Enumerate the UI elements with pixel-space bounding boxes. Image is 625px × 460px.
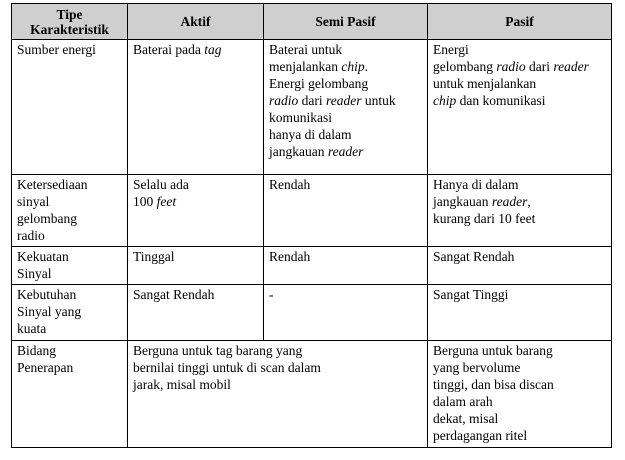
- header-semi-passive: Semi Pasif: [264, 4, 428, 40]
- table-row-signal-need: [12, 285, 612, 341]
- rfid-comparison-container: [11, 3, 612, 448]
- cell-passive-power: Energi gelombang radio dari reader untuk menjalankan chip dan komunikasi: [428, 40, 612, 175]
- cell-semi-strength: Rendah: [264, 247, 428, 285]
- rfid-tag-comparison-table: [11, 3, 612, 448]
- row-label-application: Bidang Penerapan: [12, 341, 128, 448]
- cell-semi-availability: Rendah: [264, 175, 428, 247]
- cell-active-need: Sangat Rendah: [128, 285, 264, 341]
- table-row-application: [12, 341, 612, 448]
- cell-passive-need: Sangat Tinggi: [428, 285, 612, 341]
- table-row-signal-strength: [12, 247, 612, 285]
- header-row: [12, 4, 612, 40]
- table-row-signal-availability: [12, 175, 612, 247]
- cell-active-availability: Selalu ada 100 feet: [128, 175, 264, 247]
- header-type-characteristic: Tipe Karakteristik: [12, 4, 128, 40]
- row-label-need: Kebutuhan Sinyal yang kuata: [12, 285, 128, 341]
- cell-active-power: Baterai pada tag: [128, 40, 264, 175]
- cell-passive-application: Berguna untuk barang yang bervolume tinggi, dan bisa discan dalam arah dekat, misal perdagangan ritel: [428, 341, 612, 448]
- header-active: Aktif: [128, 4, 264, 40]
- row-label-availability: Ketersediaan sinyal gelombang radio: [12, 175, 128, 247]
- cell-active-semi-application: Berguna untuk tag barang yang bernilai tinggi untuk di scan dalam jarak, misal mobil: [128, 341, 428, 448]
- cell-semi-power: Baterai untuk menjalankan chip. Energi gelombang radio dari reader untuk komunikasi hanya di dalam jangkauan reader: [264, 40, 428, 175]
- row-label-power-source: Sumber energi: [12, 40, 128, 175]
- header-passive: Pasif: [428, 4, 612, 40]
- cell-semi-need: -: [264, 285, 428, 341]
- cell-active-strength: Tinggal: [128, 247, 264, 285]
- table-row-power-source: [12, 40, 612, 175]
- cell-passive-availability: Hanya di dalam jangkauan reader, kurang dari 10 feet: [428, 175, 612, 247]
- row-label-strength: Kekuatan Sinyal: [12, 247, 128, 285]
- cell-passive-strength: Sangat Rendah: [428, 247, 612, 285]
